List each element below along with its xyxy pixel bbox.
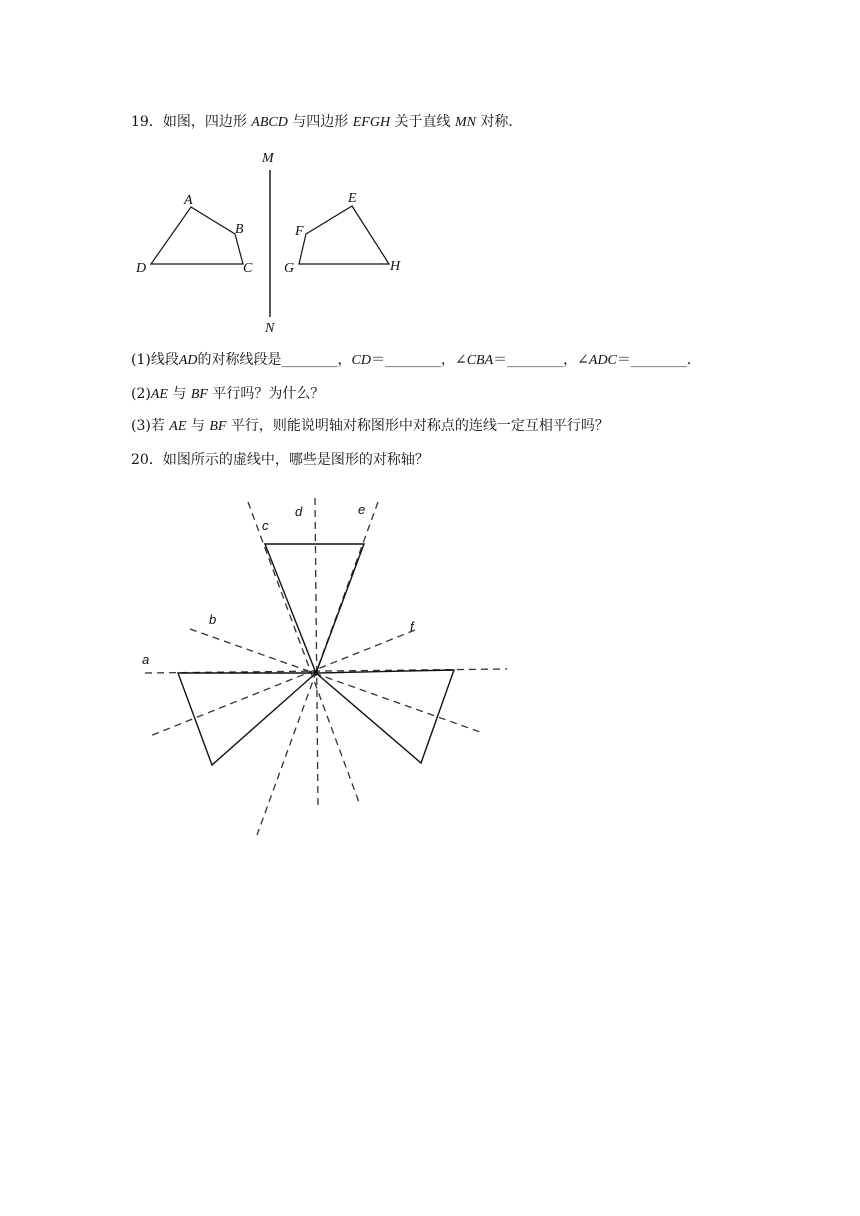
label-c: C — [243, 261, 253, 276]
quad-efgh: EFGH — [352, 115, 391, 130]
answer-blank-3[interactable]: ________ — [507, 352, 564, 368]
question-19-part-1: (1)线段AD的对称线段是________，CD＝________，∠CBA＝________，∠ADC＝________． — [131, 352, 701, 368]
figure-symmetry-axes — [130, 490, 520, 840]
answer-blank-2[interactable]: ________ — [384, 352, 441, 368]
label-g: G — [284, 261, 295, 276]
quadrilateral-abcd — [151, 207, 243, 264]
label-e: e — [358, 502, 366, 517]
axis-b — [190, 629, 483, 733]
question-number: 20． — [131, 452, 163, 468]
triangle-left — [178, 673, 316, 765]
label-n: N — [265, 321, 275, 336]
quad-abcd: ABCD — [251, 115, 288, 130]
label-d: d — [295, 504, 303, 519]
question-19-part-2: (2)AE 与 BF 平行吗？为什么？ — [131, 386, 325, 402]
label-c: c — [262, 518, 269, 533]
question-20-stem: 20．如图所示的虚线中，哪些是图形的对称轴？ — [131, 452, 429, 468]
label-a: a — [142, 652, 150, 667]
triangle-top — [265, 544, 364, 673]
label-b: B — [235, 222, 244, 237]
quadrilateral-efgh — [299, 206, 389, 264]
figure-symmetric-quadrilaterals — [120, 140, 440, 340]
label-f: f — [410, 619, 414, 634]
axis-c-lower — [248, 502, 360, 805]
axis-f — [150, 630, 415, 736]
question-number: 19． — [131, 114, 163, 130]
label-d: D — [136, 261, 147, 276]
answer-blank-1[interactable]: ________ — [281, 352, 338, 368]
label-a: A — [184, 193, 193, 208]
label-e: E — [348, 191, 357, 206]
center-point — [314, 671, 319, 676]
label-m: M — [262, 151, 274, 166]
label-f: F — [295, 224, 304, 239]
label-b: b — [209, 612, 217, 627]
line-mn: MN — [454, 115, 476, 130]
question-19-part-3: (3)若 AE 与 BF 平行，则能说明轴对称图形中对称点的连线一定互相平行吗？ — [131, 418, 609, 434]
triangle-right — [316, 670, 454, 763]
question-19-stem: 19．如图，四边形 ABCD 与四边形 EFGH 关于直线 MN 对称． — [131, 114, 523, 130]
label-h: H — [390, 259, 401, 274]
answer-blank-4[interactable]: ________ — [630, 352, 687, 368]
